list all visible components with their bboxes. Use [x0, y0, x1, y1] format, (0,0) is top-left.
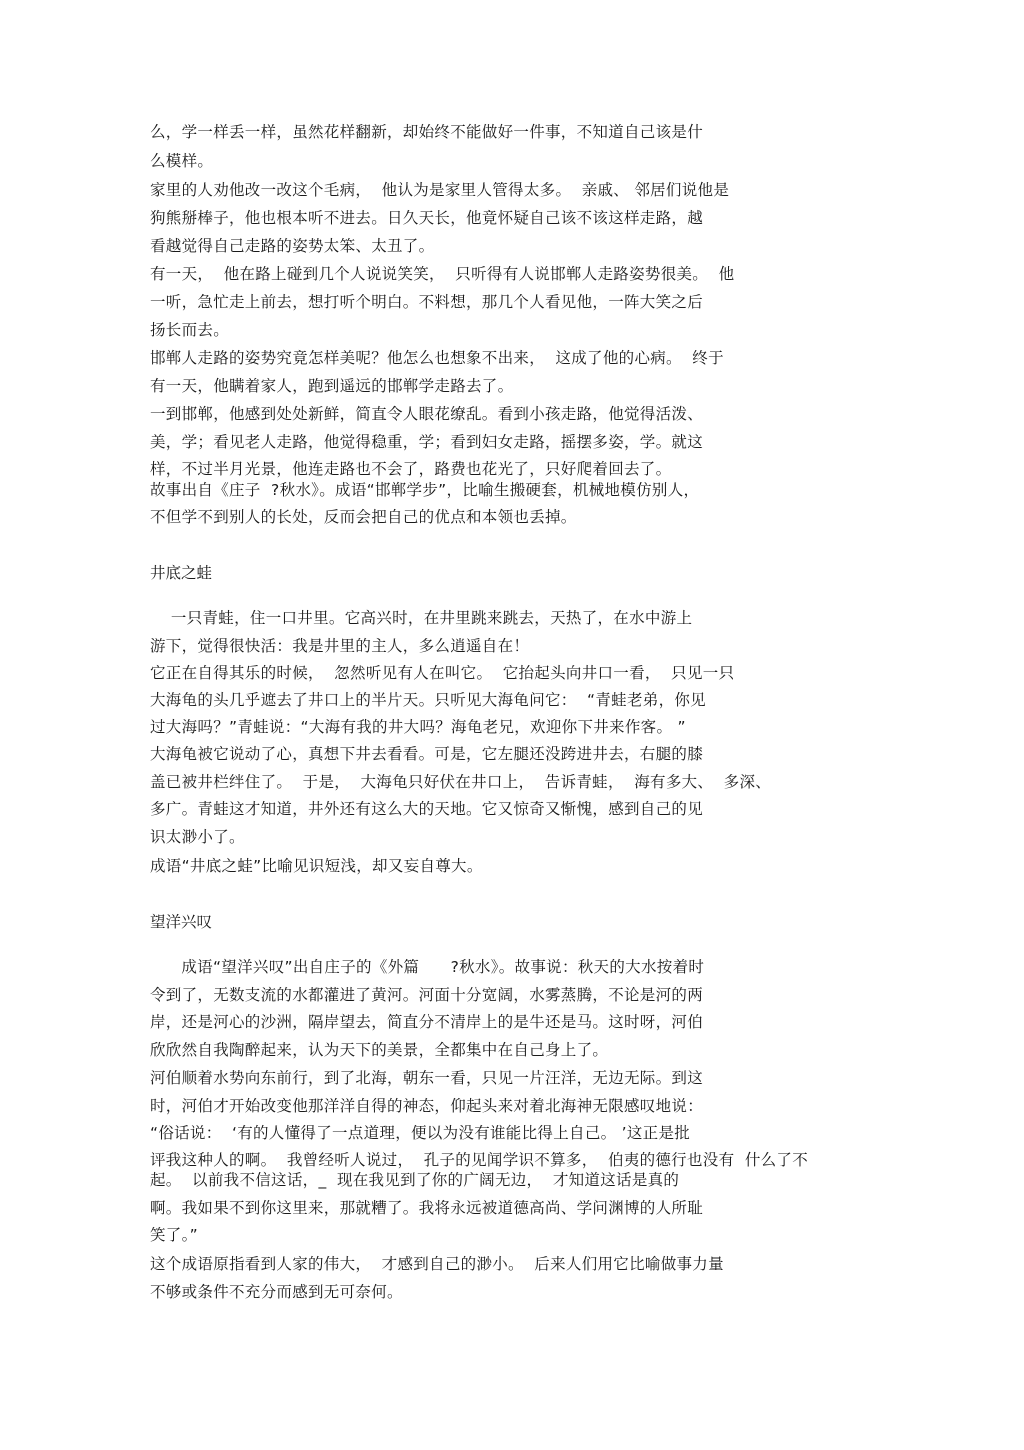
paragraph-line: 识太渺小了。	[150, 828, 245, 846]
paragraph-line: 一只青蛙，住一口井里。它高兴时，在井里跳来跳去，天热了，在水中游上	[150, 609, 693, 627]
paragraph-line: 时，河伯才开始改变他那洋洋自得的神态，仰起头来对着北海神无限感叹地说：	[150, 1097, 704, 1115]
paragraph-line: 它正在自得其乐的时候， 忽然听见有人在叫它。 它抬起头向井口一看， 只见一只	[150, 664, 735, 682]
paragraph-line: 不但学不到别人的长处，反而会把自己的优点和本领也丢掉。	[150, 508, 577, 526]
paragraph-line: 狗熊掰棒子，他也根本听不进去。日久天长，他竟怀疑自己该不该这样走路，越	[150, 209, 704, 227]
paragraph-line: 游下，觉得很快活：我是井里的主人，多么逍遥自在！	[150, 637, 530, 655]
paragraph-line: 盖已被井栏绊住了。 于是， 大海龟只好伏在井口上， 告诉青蛙， 海有多大、 多深、	[150, 773, 772, 791]
paragraph-line: 么，学一样丢一样，虽然花样翻新，却始终不能做好一件事，不知道自己该是什	[150, 123, 704, 141]
paragraph-line: 河伯顺着水势向东前行，到了北海，朝东一看，只见一片汪洋，无边无际。到这	[150, 1069, 704, 1087]
paragraph-line: 故事出自《庄子 ?秋水》。成语“邯郸学步”，比喻生搬硬套，机械地模仿别人，	[150, 481, 700, 499]
paragraph-line: 么模样。	[150, 152, 214, 170]
paragraph-line: 一听，急忙走上前去，想打听个明白。不料想，那几个人看见他，一阵大笑之后	[150, 293, 704, 311]
paragraph-line: 看越觉得自己走路的姿势太笨、太丑了。	[150, 237, 435, 255]
paragraph-line: 评我这种人的啊。 我曾经听人说过， 孔子的见闻学识不算多， 伯夷的德行也没有 什么了不	[150, 1151, 809, 1169]
paragraph-line: 笑了。”	[150, 1226, 198, 1244]
paragraph-line: “俗话说： ‘有的人懂得了一点道理，便以为没有谁能比得上自己。 ’这正是批	[150, 1124, 691, 1142]
paragraph-line: 邯郸人走路的姿势究竟怎样美呢？他怎么也想象不出来， 这成了他的心病。 终于	[150, 349, 724, 367]
paragraph-line: 有一天，他瞒着家人，跑到遥远的邯郸学走路去了。	[150, 377, 514, 395]
story-title: 望洋兴叹	[150, 913, 213, 931]
paragraph-line: 大海龟的头几乎遮去了井口上的半片天。只听见大海龟问它： “青蛙老弟，你见	[150, 691, 706, 709]
paragraph-line: 一到邯郸，他感到处处新鲜，简直令人眼花缭乱。看到小孩走路，他觉得活泼、	[150, 405, 704, 423]
paragraph-line: 起。 以前我不信这话，_ 现在我见到了你的广阔无边， 才知道这话是真的	[150, 1171, 680, 1189]
paragraph-line: 啊。我如果不到你这里来，那就糟了。我将永远被道德高尚、学问渊博的人所耻	[150, 1199, 704, 1217]
paragraph-line: 令到了，无数支流的水都灌进了黄河。河面十分宽阔，水雾蒸腾，不论是河的两	[150, 986, 704, 1004]
paragraph-line: 欣欣然自我陶醉起来，认为天下的美景，全都集中在自己身上了。	[150, 1041, 609, 1059]
paragraph-line: 成语“望洋兴叹”出自庄子的《外篇 ?秋水》。故事说：秋天的大水按着时	[150, 958, 705, 976]
paragraph-line: 这个成语原指看到人家的伟大， 才感到自己的渺小。 后来人们用它比喻做事力量	[150, 1255, 724, 1273]
paragraph-line: 美，学；看见老人走路，他觉得稳重，学；看到妇女走路，摇摆多姿，学。就这	[150, 433, 704, 451]
paragraph-line: 岸，还是河心的沙洲，隔岸望去，简直分不清岸上的是牛还是马。这时呀，河伯	[150, 1013, 704, 1031]
paragraph-line: 过大海吗？”青蛙说：“大海有我的井大吗？海龟老兄，欢迎你下井来作客。 ”	[150, 718, 686, 736]
story-title: 井底之蛙	[150, 564, 213, 582]
paragraph-line: 有一天， 他在路上碰到几个人说说笑笑， 只听得有人说邯郸人走路姿势很美。 他	[150, 265, 735, 283]
paragraph-line: 家里的人劝他改一改这个毛病， 他认为是家里人管得太多。 亲戚、 邻居们说他是	[150, 181, 730, 199]
paragraph-line: 不够或条件不充分而感到无可奈何。	[150, 1283, 403, 1301]
paragraph-line: 大海龟被它说动了心，真想下井去看看。可是，它左腿还没跨进井去，右腿的膝	[150, 745, 704, 763]
paragraph-line: 扬长而去。	[150, 321, 230, 339]
paragraph-line: 多广。青蛙这才知道，井外还有这么大的天地。它又惊奇又惭愧，感到自己的见	[150, 800, 704, 818]
paragraph-line: 成语“井底之蛙”比喻见识短浅，却又妄自尊大。	[150, 857, 483, 875]
paragraph-line: 样，不过半月光景，他连走路也不会了，路费也花光了，只好爬着回去了。	[150, 460, 672, 478]
